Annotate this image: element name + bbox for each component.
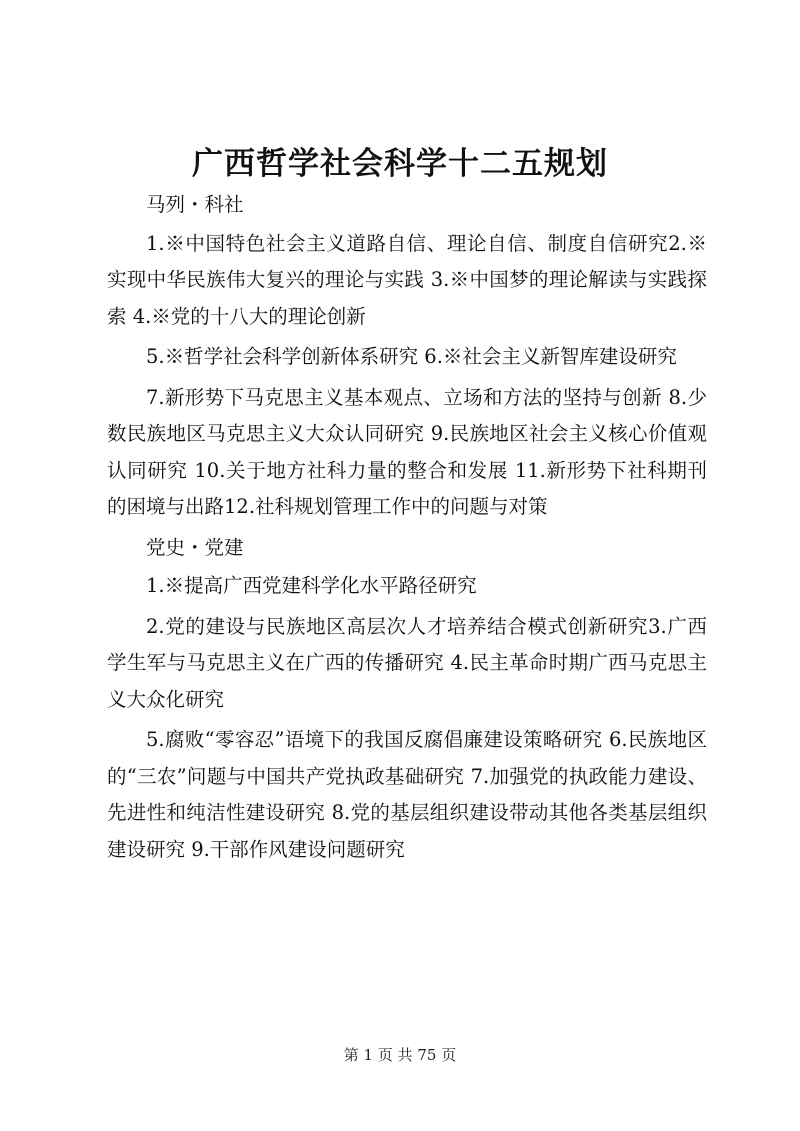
- section-heading-marxism: 马列・科社: [146, 193, 244, 216]
- paragraph: 2.党的建设与民族地区高层次人才培养结合模式创新研究3.广西学生军与马克思主义在广西的传播研究 4.民主革命时期广西马克思主义大众化研究: [107, 614, 707, 711]
- paragraph: 5.腐败“零容忍”语境下的我国反腐倡廉建设策略研究 6.民族地区的“三农”问题与中国共产党执政基础研究 7.加强党的执政能力建设、先进性和纯洁性建设研究 8.党的基层组织建设带动其他各类基层组织建设研究 9.干部作风建设问题研究: [107, 728, 707, 861]
- document-title: 广西哲学社会科学十二五规划: [192, 146, 608, 182]
- document-body: [107, 187, 707, 872]
- page-footer: 第 1 页 共 75 页: [343, 1046, 457, 1064]
- section-heading-party-history: 党史・党建: [146, 535, 244, 559]
- paragraph: 7.新形势下马克思主义基本观点、立场和方法的坚持与创新 8.少数民族地区马克思主义大众认同研究 9.民族地区社会主义核心价值观认同研究 10.关于地方社科力量的整合和发展 11.新形势下社科期刊的困境与出路12.社科规划管理工作中的问题与对策: [107, 385, 707, 518]
- paragraph: 1.※提高广西党建科学化水平路径研究: [146, 574, 477, 597]
- paragraph: 5.※哲学社会科学创新体系研究 6.※社会主义新智库建设研究: [146, 345, 677, 368]
- paragraph: 1.※中国特色社会主义道路自信、理论自信、制度自信研究2.※实现中华民族伟大复兴的理论与实践 3.※中国梦的理论解读与实践探索 4.※党的十八大的理论创新: [107, 231, 707, 328]
